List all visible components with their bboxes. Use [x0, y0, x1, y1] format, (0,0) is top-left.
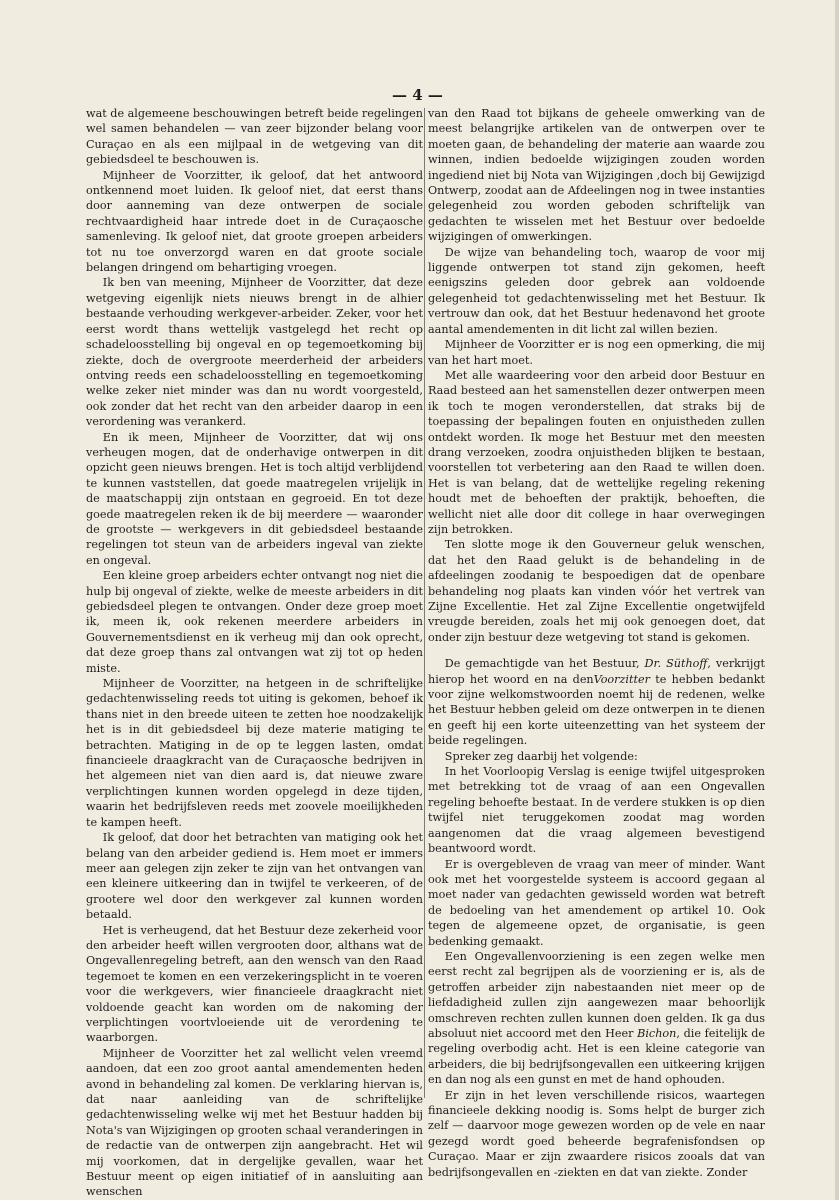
paragraph: Met alle waardeering voor den arbeid door Bestuur en Raad besteed aan het samenstellen dezer ontwerpen meen ik toch te mogen veronderstellen, dat straks bij de toepassing der bepalingen fouten en onjuistheden zullen ontdekt worden. Ik moge het Bestuur met den meesten drang verzoeken, zoodra onjuistheden blijken te bestaan, voorstellen tot verbetering aan den Raad te willen doen. Het is van belang, dat de wettelijke regeling rekening houdt met de behoeften der praktijk, behoeften, die wellicht niet alle door dit college in haar overwegingen zijn betrokken. [428, 368, 765, 536]
left-column [86, 106, 423, 1200]
paragraph: Mijnheer de Voorzitter, na hetgeen in de schriftelijke gedachtenwisseling reeds tot uiting is gekomen, behoef ik thans niet in den breede uiteen te zetten hoe noodzakelijk het is in dit gebiedsdeel bij deze materie matiging te betrachten. Matiging in de op te leggen lasten, omdat financieele draagkracht van de Curaçaosche bedrijven in het algemeen niet van dien aard is, dat nieuwe zware verplichtingen kunnen worden opgelegd in deze tijden, waarin het bedrijfsleven reeds met zoovele moeilijkheden te kampen heeft. [86, 677, 423, 829]
paragraph: Mijnheer de Voorzitter het zal wellicht velen vreemd aandoen, dat een zoo groot aantal amendementen heden avond in behandeling zal komen. De verklaring hiervan is, dat naar aanleiding van de schriftelijke gedachtenwisseling welke wij met het Bestuur hadden bij Nota's van Wijzigingen op grooten schaal veranderingen in de redactie van de ontwerpen zijn aangebracht. Het wil mij voorkomen, dat in dergelijke gevallen, waar het Bestuur meent op eigen initiatief of in aansluiting aan wenschen [86, 1046, 423, 1199]
bichon-name: Bichon [637, 1026, 677, 1040]
paragraph: Mijnheer de Voorzitter er is nog een opmerking, die mij van het hart moet. [428, 338, 765, 367]
right-column [428, 106, 765, 1180]
paragraph: van den Raad tot bijkans de geheele omwerking van de meest belangrijke artikelen van de ontwerpen over te moeten gaan, de behandeling der materie aan waarde zou winnen, indien bedoelde wijzigingen zouden worden ingediend niet bij Nota van Wijzigingen ,doch bij Gewijzigd Ontwerp, zoodat aan de Afdeelingen nog in twee instanties gelegenheid zou worden geboden schriftelijk van gedachten te wisselen met het Bestuur over bedoelde wijzigingen of omwerkingen. [428, 107, 765, 244]
paragraph: Een kleine groep arbeiders echter ontvangt nog niet die hulp bij ongeval of ziekte, welke de meeste arbeiders in dit gebiedsdeel plegen te ontvangen. Onder deze groep moet ik, meen ik, ook rekenen meerdere arbeiders in Gouvernementsdienst en ik verheug mij dan ook oprecht, dat deze groep thans zal ontvangen wat zij tot op heden miste. [86, 569, 423, 675]
speaker-intro-paragraph [428, 656, 765, 748]
speaker-name: Dr. Süthoff [644, 657, 708, 671]
speaker-intro-part2: , verkrijgt hierop het woord en na den [428, 657, 766, 686]
bichon-part2: , die feitelijk de regeling overbodig acht. Het is een kleine categorie van arbeiders, die bij bedrijfsongevallen een uitkeering krijgen en dan nog als een gunst en met de hand ophouden. [428, 1026, 765, 1087]
speaker-intro-part3: te hebben bedankt voor zijne welkomstwoorden noemt hij de redenen, welke het Bestuur hebben geleid om deze ontwerpen in te dienen en geeft hij een korte uiteenzetting van het systeem der beide regelingen. [428, 672, 765, 748]
chair-title: Voorzitter [593, 672, 650, 686]
paragraph: Het is verheugend, dat het Bestuur deze zekerheid voor den arbeider heeft willen vergrooten door, althans wat de Ongevallenregeling betreft, aan den wensch van den Raad tegemoet te komen en een verzekeringsplicht in te voeren voor die werkgevers, wier financieele draagkracht niet voldoende geacht kan worden om de nakoming der verplichtingen voortvloeiende uit de verordening te waarborgen. [86, 923, 423, 1045]
bichon-paragraph [428, 949, 765, 1088]
paragraph: Er is overgebleven de vraag van meer of minder. Want ook met het voorgestelde systeem is accoord gegaan al moet nader van gedachten gewisseld worden wat betreft de bedoeling van het amendement op artikel 10. Ook tegen de algemeene opzet, de organisatie, is geen bedenking gemaakt. [428, 857, 765, 948]
paragraph: En ik meen, Mijnheer de Voorzitter, dat wij ons verheugen mogen, dat de onderhavige ontwerpen in dit opzicht geen nieuws brengen. Het is toch altijd verblijdend te kunnen vaststellen, dat goede maatregelen vrijelijk in de maatschappij zijn ontstaan en gegroeid. En tot deze goede maatregelen reken ik de bij meerdere — waaronder de grootste — werkgevers in dit gebiedsdeel bestaande regelingen tot steun van de arbeiders ingeval van ziekte en ongeval. [86, 430, 423, 567]
paragraph: Spreker zeg daarbij het volgende: [444, 749, 638, 763]
page-number: — 4 — [392, 86, 443, 104]
paragraph: Ik geloof, dat door het betrachten van matiging ook het belang van den arbeider gediend is. Hem moet er immers meer aan gelegen zijn zeker te zijn van het ontvangen van een kleinere uitkeering dan in twijfel te verkeeren, of de grootere wel door den werkgever zal kunnen worden betaald. [86, 831, 423, 922]
paragraph: Ten slotte moge ik den Gouverneur geluk wenschen, dat het den Raad gelukt is de behandeling in de afdeelingen zoodanig te bespoedigen dat de openbare behandeling nog plaats kan vinden vóór het vertrek van Zijne Excellentie. Het zal Zijne Excellentie ongetwijfeld vreugde bereiden, zoals het mij ook genoegen doet, dat onder zijn bestuur deze wetgeving tot stand is gekomen. [428, 538, 765, 644]
paragraph: In het Voorloopig Verslag is eenige twijfel uitgesproken met betrekking tot de vraag of aan een Ongevallen regeling behoefte bestaat. In de verdere stukken is op dien twijfel niet teruggekomen zoodat mag worden aangenomen dat die vraag algemeen bevestigend beantwoord wordt. [428, 765, 765, 856]
paragraph: De wijze van behandeling toch, waarop de voor mij liggende ontwerpen tot stand zijn gekomen, heeft eenigszins geleden door gebrek aan voldoende gelegenheid tot gedachtenwisseling met het Bestuur. Ik vertrouw dan ook, dat het Bestuur hedenavond het groote aantal amendementen in dit licht zal willen bezien. [428, 245, 765, 336]
column-divider [424, 108, 425, 1098]
paragraph: Mijnheer de Voorzitter, ik geloof, dat het antwoord ontkennend moet luiden. Ik geloof niet, dat eerst thans door aanneming van deze ontwerpen de sociale rechtvaardigheid haar intrede doet in de Curaçaosche samenleving. Ik geloof niet, dat groote groepen arbeiders tot nu toe onverzorgd waren en dat groote sociale belangen dringend om behartiging vroegen. [86, 168, 423, 275]
bichon-part1: Een Ongevallenvoorziening is een zegen welke men eerst recht zal begrijpen als de voorziening er is, als de getroffen arbeider zijn nabestaanden niet meer op de liefdadigheid zullen zijn aangewezen maar behoorlijk omschreven rechten zullen kunnen doen gelden. Ik ga dus absoluut niet accoord met den Heer [428, 949, 765, 1040]
paragraph: Er zijn in het leven verschillende risicos, waartegen financieele dekking noodig is. Soms helpt de burger zich zelf — daarvoor moge gewezen worden op de vele en naar gezegd wordt goed beheerde begrafenisfondsen op Curaçao. Maar er zijn zwaardere risicos zooals dat van bedrijfsongevallen en -ziekten en dat van ziekte. Zonder [428, 1088, 765, 1179]
paragraph: Ik ben van meening, Mijnheer de Voorzitter, dat deze wetgeving eigenlijk niets nieuws brengt in de alhier bestaande verhouding werkgever-arbeider. Zeker, voor het eerst wordt thans wettelijk vastgelegd het recht op schadeloosstelling bij ongeval en op tegemoetkoming bij ziekte, doch de overgroote meerderheid der arbeiders ontving reeds een schadeloosstelling en tegemoetkoming welke zeker niet minder was dan nu wordt voorgesteld, ook zonder dat het recht van den arbeider daarop in een verordening was verankerd. [86, 276, 423, 429]
paragraph: wat de algemeene beschouwingen betreft beide regelingen wel samen behandelen — van zeer bijzonder belang voor Curaçao en als een mijlpaal in de wetgeving van dit gebiedsdeel te beschouwen is. [86, 107, 423, 167]
speaker-intro-part1: De gemachtigde van het Bestuur, [444, 657, 645, 671]
